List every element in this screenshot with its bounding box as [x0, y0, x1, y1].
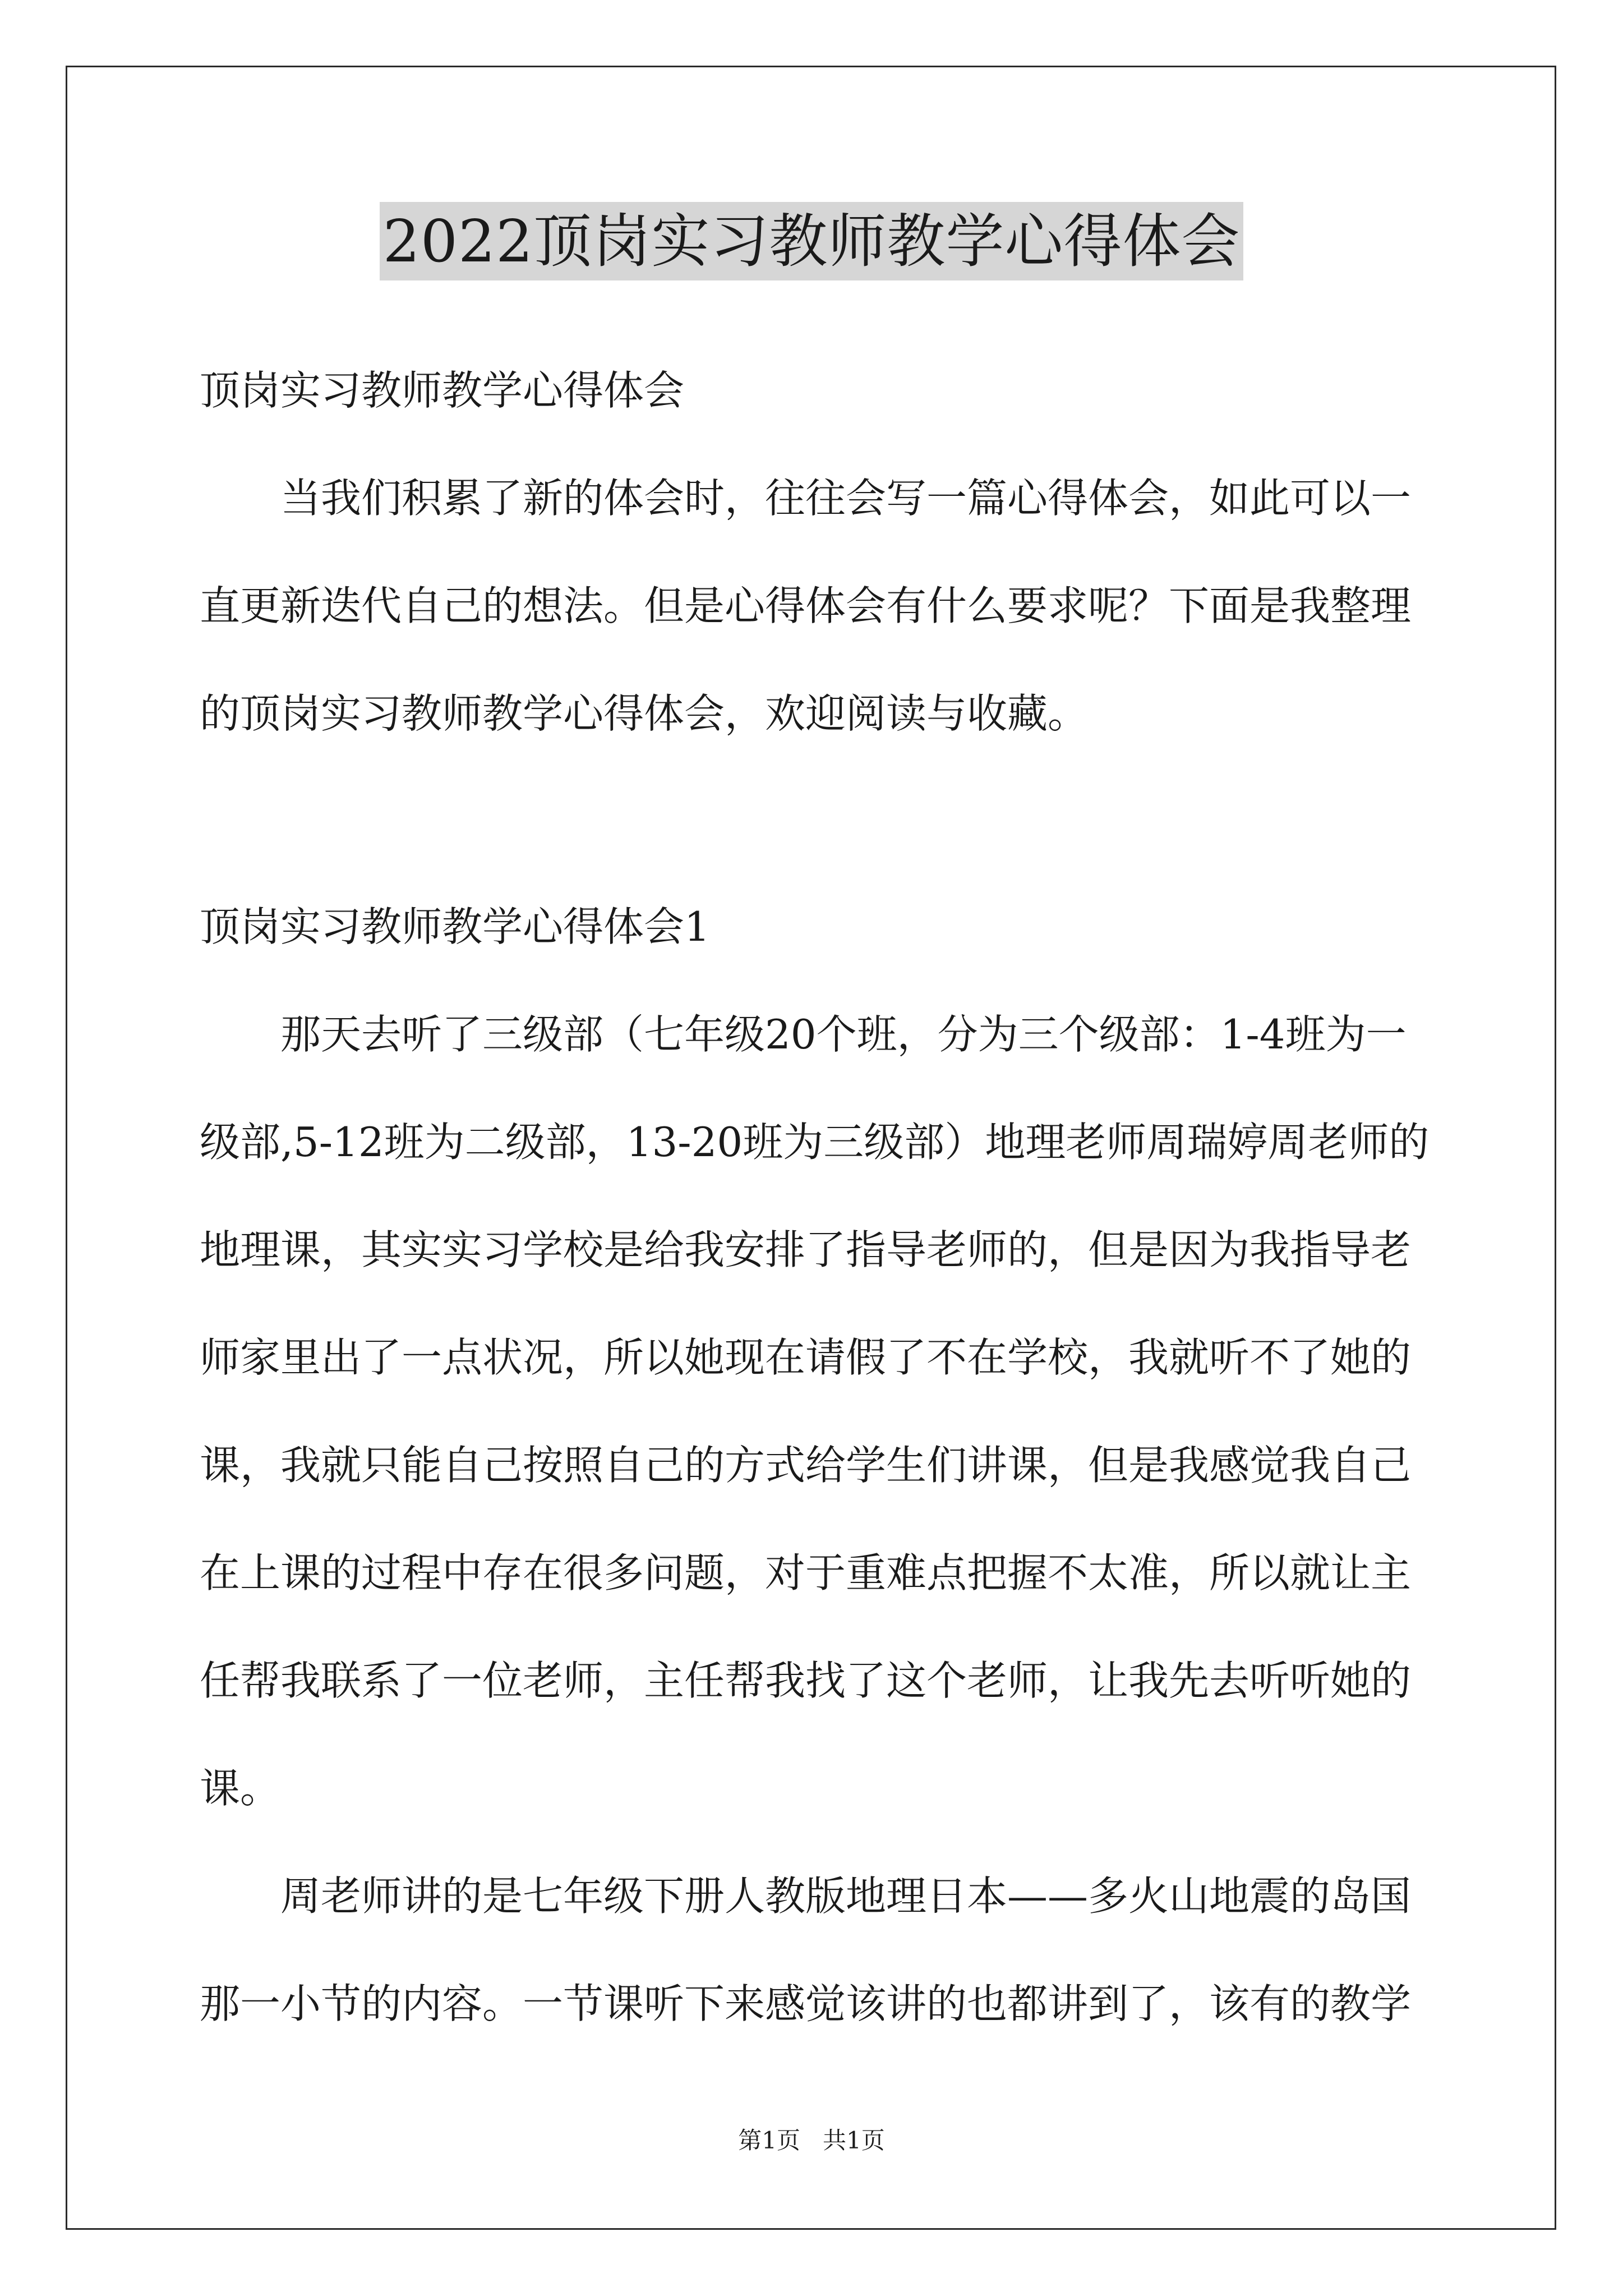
document-title: 2022顶岗实习教师教学心得体会	[380, 202, 1244, 280]
intro-paragraph-line: 的顶岗实习教师教学心得体会，欢迎阅读与收藏。	[200, 690, 1089, 737]
section1-paragraph1-line: 级部,5-12班为二级部，13-20班为三级部）地理老师周瑞婷周老师的	[200, 1119, 1430, 1166]
section1-paragraph1-line: 地理课，其实实习学校是给我安排了指导老师的，但是因为我指导老	[200, 1226, 1412, 1273]
section1-paragraph1-line: 课。	[200, 1765, 281, 1812]
title-container	[0, 202, 1623, 280]
intro-paragraph-line: 直更新迭代自己的想法。但是心得体会有什么要求呢？下面是我整理	[200, 582, 1412, 629]
section1-paragraph1-line: 任帮我联系了一位老师，主任帮我找了这个老师，让我先去听听她的	[200, 1657, 1412, 1704]
section1-heading: 顶岗实习教师教学心得体会1	[200, 903, 710, 950]
section1-paragraph1-line: 课，我就只能自己按照自己的方式给学生们讲课，但是我感觉我自己	[200, 1442, 1412, 1489]
section1-paragraph2-line: 那一小节的内容。一节课听下来感觉该讲的也都讲到了，该有的教学	[200, 1980, 1412, 2027]
intro-paragraph-line: 当我们积累了新的体会时，往往会写一篇心得体会，如此可以一	[280, 475, 1412, 522]
document-body	[200, 337, 1433, 2058]
section1-paragraph1-line: 在上课的过程中存在很多问题，对于重难点把握不太准，所以就让主	[200, 1549, 1412, 1596]
section-gap	[200, 767, 1433, 873]
intro-heading: 顶岗实习教师教学心得体会	[200, 367, 685, 414]
page-footer: 第1页 共1页	[738, 2127, 885, 2154]
section1-paragraph1-line: 师家里出了一点状况，所以她现在请假了不在学校，我就听不了她的	[200, 1334, 1412, 1381]
section1-paragraph1-line: 那天去听了三级部（七年级20个班，分为三个级部：1-4班为一	[280, 1011, 1407, 1058]
section1-paragraph2-line: 周老师讲的是七年级下册人教版地理日本——多火山地震的岛国	[280, 1872, 1412, 1920]
